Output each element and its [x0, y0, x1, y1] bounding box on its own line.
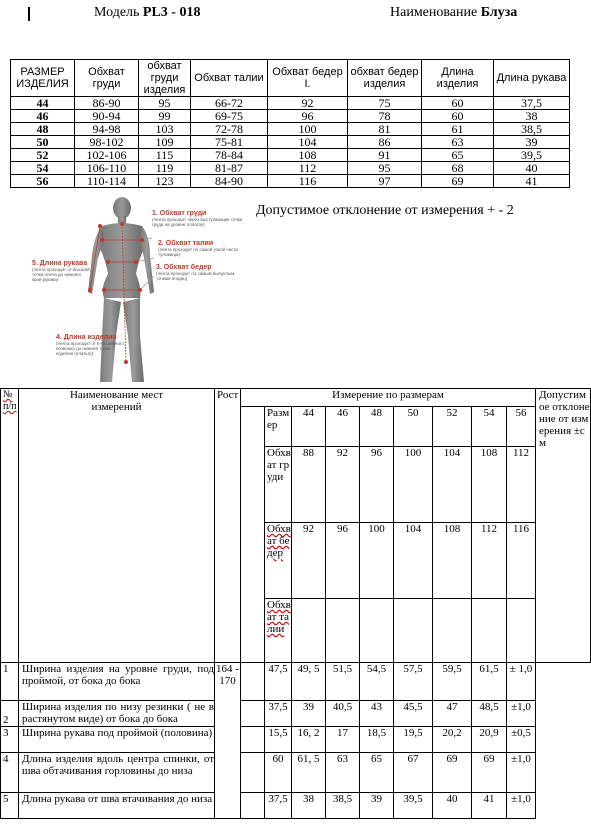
empty-cell	[292, 599, 326, 663]
row-label-waist: Обхват талии	[265, 599, 292, 663]
size-table-header: Длина рукава	[494, 60, 570, 97]
size-table-cell: 60	[422, 97, 494, 110]
size-table-cell: 63	[422, 136, 494, 149]
size-cell: 54	[472, 407, 507, 447]
size-value-cell: 46	[11, 110, 75, 123]
tolerance-note: Допустимое отклонение от измерения + - 2	[256, 203, 514, 218]
value-cell: 37,5	[265, 793, 292, 819]
empty-cell	[507, 599, 536, 663]
hip-cell: 112	[472, 523, 507, 599]
size-table-cell: 81-87	[191, 162, 268, 175]
size-table-row	[11, 149, 570, 162]
chest-cell: 112	[507, 447, 536, 523]
size-table-cell: 38,5	[494, 123, 570, 136]
size-table-cell: 90-94	[75, 110, 139, 123]
tolerance-cell: ±1,0	[507, 793, 536, 819]
value-cell: 69	[433, 753, 472, 793]
size-value-cell: 54	[11, 162, 75, 175]
size-table-cell: 96	[268, 110, 348, 123]
empty-cell	[360, 599, 394, 663]
size-table-cell: 86	[348, 136, 422, 149]
hip-cell: 116	[507, 523, 536, 599]
row-label-chest: Обхват груди	[265, 447, 292, 523]
hip-cell: 92	[292, 523, 326, 599]
row-number: 3	[1, 727, 19, 753]
size-table-cell: 68	[422, 162, 494, 175]
spacer-cell	[241, 407, 265, 663]
size-cell: 56	[507, 407, 536, 447]
empty-cell	[241, 727, 265, 753]
value-cell: 40,5	[326, 701, 360, 727]
row-description: Длина рукава от шва втачивания до низа	[19, 793, 215, 819]
size-value-cell: 50	[11, 136, 75, 149]
col-tolerance-header: Допустимое отклонение от измерения ±см	[536, 389, 591, 663]
size-table-cell: 40	[494, 162, 570, 175]
col-name-header: Наименование мест измерений	[19, 389, 215, 663]
empty-cell	[326, 599, 360, 663]
row-number: 4	[1, 753, 19, 793]
value-cell: 67	[394, 753, 433, 793]
tolerance-cell: ±1,0	[507, 701, 536, 727]
size-table-cell: 102-106	[75, 149, 139, 162]
chest-cell: 108	[472, 447, 507, 523]
size-table-cell: 39	[494, 136, 570, 149]
size-table-cell: 112	[268, 162, 348, 175]
size-value-cell: 44	[11, 97, 75, 110]
measurement-row	[1, 753, 591, 793]
size-table-cell: 65	[422, 149, 494, 162]
size-table-cell: 60	[422, 110, 494, 123]
value-cell: 49, 5	[292, 663, 326, 701]
size-cell: 48	[360, 407, 394, 447]
value-cell: 20,2	[433, 727, 472, 753]
size-table-cell: 39,5	[494, 149, 570, 162]
size-table-header-row	[11, 60, 570, 97]
size-table-row	[11, 97, 570, 110]
size-table-cell: 86-90	[75, 97, 139, 110]
tolerance-cell: ±0,5	[507, 727, 536, 753]
value-cell: 61,5	[472, 663, 507, 701]
empty-cell	[241, 793, 265, 819]
annotation-length	[56, 334, 128, 356]
value-cell: 38	[292, 793, 326, 819]
size-table-cell: 61	[422, 123, 494, 136]
value-cell: 20,9	[472, 727, 507, 753]
size-table-header: обхват бедер изделия	[348, 60, 422, 97]
size-table-cell: 108	[268, 149, 348, 162]
measurement-figure	[30, 196, 250, 388]
annotation-sub: (лента проходит от высшей точки плеча до нижнего края рукава)	[32, 267, 90, 282]
tolerance-cell: ±1,0	[507, 753, 536, 793]
size-table-cell: 66-72	[191, 97, 268, 110]
row-number: 2	[1, 701, 19, 727]
size-table-cell: 92	[268, 97, 348, 110]
size-table-header: Обхват бедер I.	[268, 60, 348, 97]
size-table-cell: 99	[139, 110, 191, 123]
size-value-cell: 48	[11, 123, 75, 136]
measurement-row	[1, 727, 591, 753]
size-table-cell: 95	[348, 162, 422, 175]
value-cell: 59,5	[433, 663, 472, 701]
table-row	[1, 389, 591, 407]
value-cell: 16, 2	[292, 727, 326, 753]
size-table-header: Обхват талии	[191, 60, 268, 97]
annotation-sub: (лента проходит через выступающие точки груди на уровне лопаток)	[152, 217, 243, 227]
size-cell: 50	[394, 407, 433, 447]
empty-cell	[394, 599, 433, 663]
size-table-cell: 38	[494, 110, 570, 123]
size-table-cell: 41	[494, 175, 570, 188]
value-cell: 47	[433, 701, 472, 727]
size-table-row	[11, 162, 570, 175]
size-table-header: Обхват груди	[75, 60, 139, 97]
value-cell: 41	[472, 793, 507, 819]
value-cell: 38,5	[326, 793, 360, 819]
empty-cell	[241, 753, 265, 793]
size-table-row	[11, 110, 570, 123]
size-table-cell: 69	[422, 175, 494, 188]
chest-cell: 96	[360, 447, 394, 523]
hip-cell: 108	[433, 523, 472, 599]
chest-cell: 92	[326, 447, 360, 523]
size-table-header: Длина изделия	[422, 60, 494, 97]
size-table-cell: 116	[268, 175, 348, 188]
value-cell: 39	[360, 793, 394, 819]
size-table-cell: 100	[268, 123, 348, 136]
size-table-cell: 103	[139, 123, 191, 136]
hip-cell: 96	[326, 523, 360, 599]
empty-cell	[472, 599, 507, 663]
value-cell: 48,5	[472, 701, 507, 727]
empty-cell	[433, 599, 472, 663]
row-label-size: Размер	[265, 407, 292, 447]
annotation-title: 3. Обхват бедер	[156, 264, 212, 271]
size-table-cell: 106-110	[75, 162, 139, 175]
value-cell: 37,5	[265, 701, 292, 727]
value-cell: 45,5	[394, 701, 433, 727]
value-cell: 61, 5	[292, 753, 326, 793]
annotation-title: 2. Обхват талии	[158, 240, 214, 247]
annotation-title: 5. Длина рукава	[32, 260, 88, 267]
row-description: Ширина изделия на уровне груди, под проймой, от бока до бока	[19, 663, 215, 701]
model-value: PL3 - 018	[142, 5, 201, 20]
row-description: Ширина изделия по низу резинки ( не в растянутом виде) от бока до бока	[19, 701, 215, 727]
size-table-cell: 78-84	[191, 149, 268, 162]
value-cell: 39	[292, 701, 326, 727]
size-table-cell: 98-102	[75, 136, 139, 149]
size-cell: 44	[292, 407, 326, 447]
row-number: 1	[1, 663, 19, 701]
row-description: Ширина рукава под проймой (половина)	[19, 727, 215, 753]
annotation-hips	[156, 264, 244, 281]
annotation-sub: (лента проходит от 6-го шейного позвонка до нижней точки изделия (платья))	[56, 341, 124, 356]
size-cell: 46	[326, 407, 360, 447]
value-cell: 60	[265, 753, 292, 793]
value-cell: 43	[360, 701, 394, 727]
value-cell: 15,5	[265, 727, 292, 753]
col-sizes-title: Измерение по размерам	[241, 389, 536, 407]
measurement-row	[1, 793, 591, 819]
measurement-row	[1, 701, 591, 727]
size-value-cell: 56	[11, 175, 75, 188]
tolerance-cell: ± 1,0	[507, 663, 536, 701]
value-cell: 40	[433, 793, 472, 819]
measurement-table	[0, 388, 591, 819]
value-cell: 65	[360, 753, 394, 793]
text-cursor-bar	[28, 7, 30, 21]
value-cell: 63	[326, 753, 360, 793]
annotation-title: 4. Длина изделия	[56, 334, 117, 341]
annotation-sub: (лента проходит по самым выпуклым точкам ягодиц)	[156, 271, 235, 281]
size-table-cell: 95	[139, 97, 191, 110]
annotation-sleeve	[32, 260, 90, 282]
size-value-cell: 52	[11, 149, 75, 162]
size-table-cell: 115	[139, 149, 191, 162]
size-table-cell: 119	[139, 162, 191, 175]
value-cell: 19,5	[394, 727, 433, 753]
model-heading	[94, 5, 200, 21]
size-table-row	[11, 175, 570, 188]
size-table-cell: 72-78	[191, 123, 268, 136]
size-table-cell: 69-75	[191, 110, 268, 123]
size-table-header: РАЗМЕР ИЗДЕЛИЯ	[11, 60, 75, 97]
annotation-sub: (лента проходит по самой узкой части туловища)	[158, 247, 238, 257]
size-table-cell: 110-114	[75, 175, 139, 188]
annotation-chest	[152, 210, 244, 227]
product-name-label: Наименование	[390, 5, 478, 20]
value-cell: 39,5	[394, 793, 433, 819]
size-table-cell: 75	[348, 97, 422, 110]
row-label-hip: Обхват бедер	[265, 523, 292, 599]
size-table-cell: 78	[348, 110, 422, 123]
hip-cell: 104	[394, 523, 433, 599]
size-table-row	[11, 123, 570, 136]
size-table-header: обхват груди изделия	[139, 60, 191, 97]
size-cell: 52	[433, 407, 472, 447]
annotation-waist	[158, 240, 244, 257]
hip-cell: 100	[360, 523, 394, 599]
value-cell: 69	[472, 753, 507, 793]
measurement-row	[1, 663, 591, 701]
size-table-cell: 97	[348, 175, 422, 188]
chest-cell: 100	[394, 447, 433, 523]
size-table-cell: 84-90	[191, 175, 268, 188]
growth-cell: 164 - 170	[215, 663, 241, 819]
size-table-cell: 37,5	[494, 97, 570, 110]
value-cell: 54,5	[360, 663, 394, 701]
size-table-cell: 75-81	[191, 136, 268, 149]
size-table-cell: 94-98	[75, 123, 139, 136]
value-cell: 47,5	[265, 663, 292, 701]
value-cell: 51,5	[326, 663, 360, 701]
model-label: Модель	[94, 5, 140, 20]
chest-cell: 88	[292, 447, 326, 523]
product-name-heading	[390, 5, 517, 21]
size-table-cell: 109	[139, 136, 191, 149]
size-table-cell: 81	[348, 123, 422, 136]
value-cell: 18,5	[360, 727, 394, 753]
col-growth-header: Рост	[215, 389, 241, 663]
value-cell: 17	[326, 727, 360, 753]
empty-cell	[241, 663, 265, 701]
annotation-title: 1. Обхват груди	[152, 210, 207, 217]
size-table-cell: 91	[348, 149, 422, 162]
value-cell: 57,5	[394, 663, 433, 701]
size-table-cell: 123	[139, 175, 191, 188]
chest-cell: 104	[433, 447, 472, 523]
size-chart-table	[10, 59, 570, 188]
col-num-header: № п/п	[1, 389, 19, 663]
empty-cell	[241, 701, 265, 727]
row-description: Длина изделия вдоль центра спинки, от шва обтачивания горловины до низа	[19, 753, 215, 793]
size-table-cell: 104	[268, 136, 348, 149]
row-number: 5	[1, 793, 19, 819]
size-table-row	[11, 136, 570, 149]
product-name-value: Блуза	[480, 5, 518, 20]
